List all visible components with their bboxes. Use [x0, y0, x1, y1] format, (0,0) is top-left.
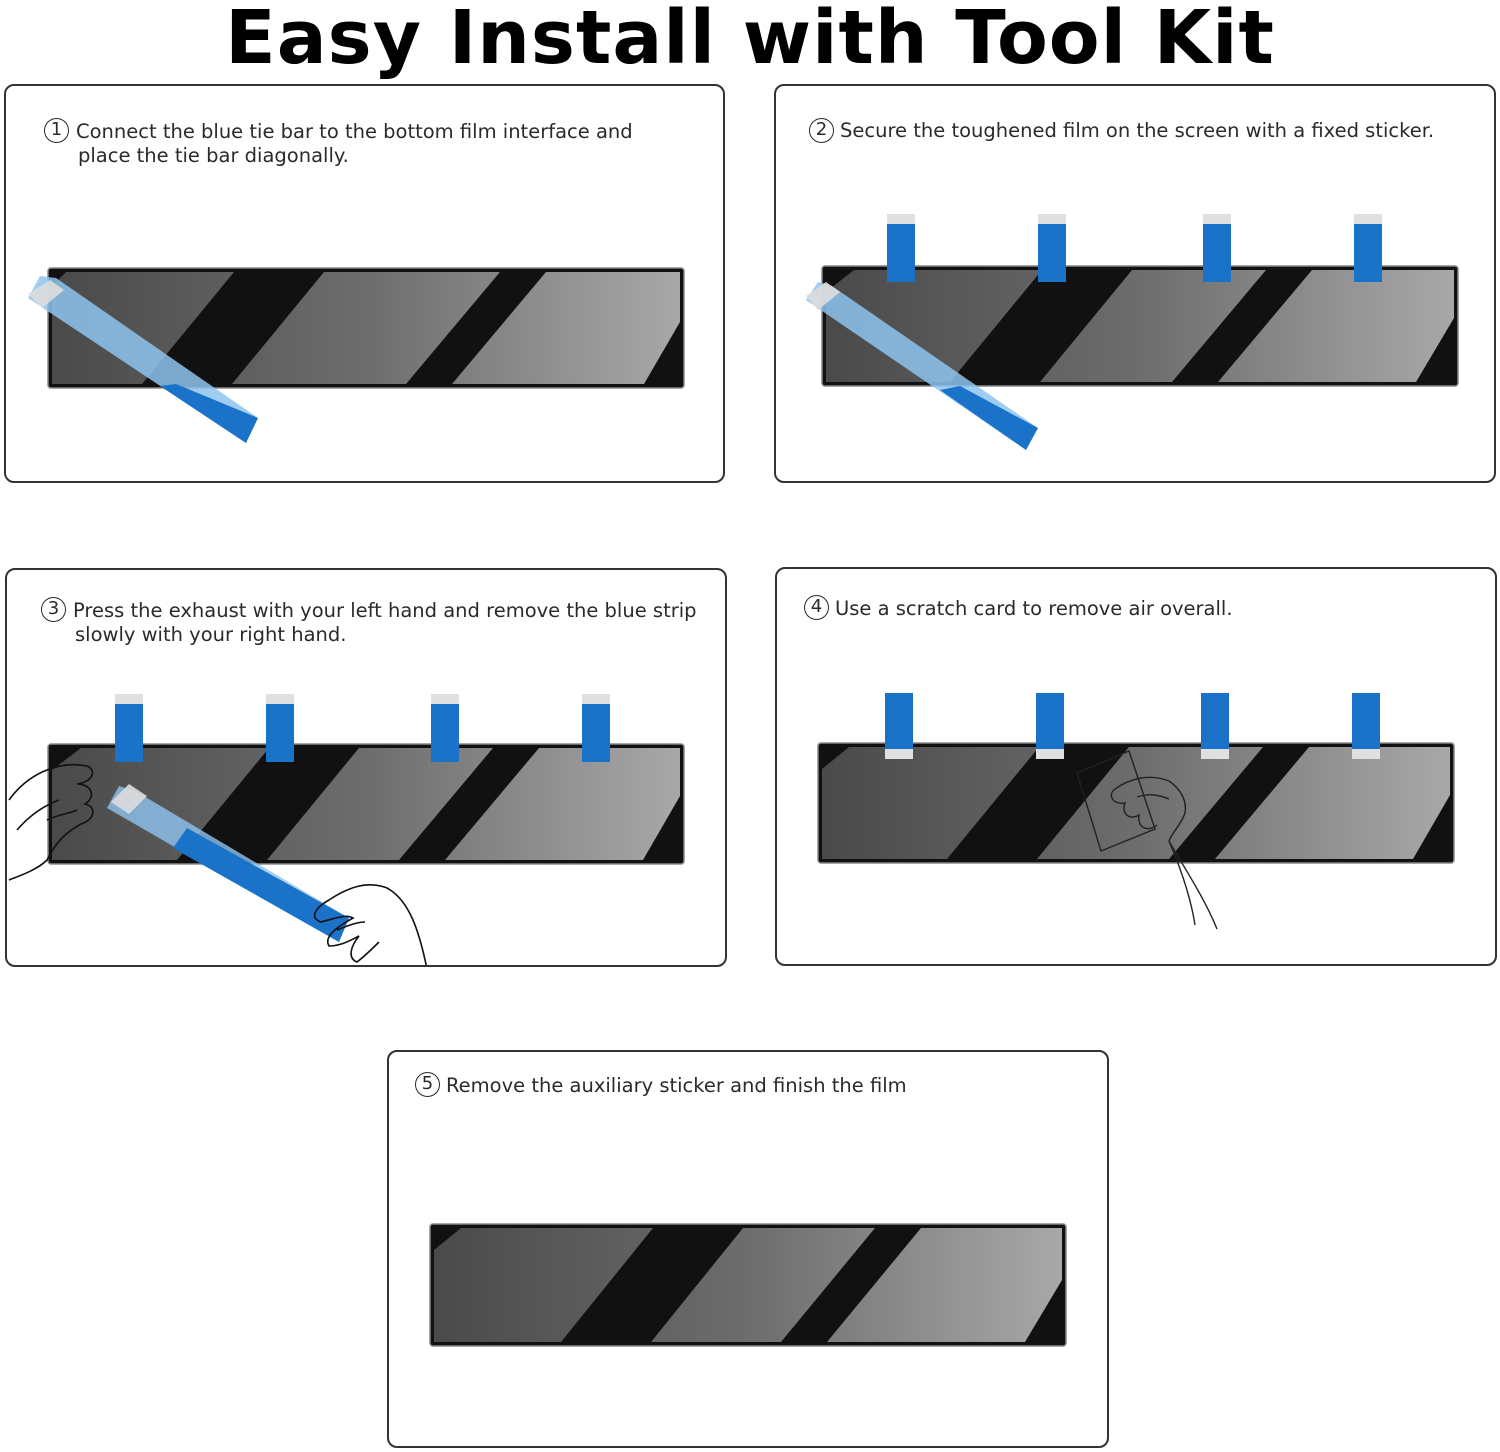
step-2-panel [774, 84, 1496, 483]
step-5-panel [387, 1050, 1109, 1448]
step-3-illustration [7, 570, 727, 967]
step-1-number: 1 [44, 118, 69, 143]
step-5-line-1: Remove the auxiliary sticker and finish the film [446, 1074, 907, 1097]
screen-protector-film [818, 743, 1454, 863]
step-1-line-1: Connect the blue tie bar to the bottom film interface and [76, 120, 633, 143]
step-1-illustration [6, 86, 725, 483]
step-5-number: 5 [415, 1072, 440, 1097]
step-3-number: 3 [41, 597, 66, 622]
step-4-number: 4 [804, 595, 829, 620]
step-3-line-1: Press the exhaust with your left hand and remove the blue strip [73, 599, 697, 622]
step-4-line-1: Use a scratch card to remove air overall. [835, 597, 1233, 620]
screen-protector-film [430, 1224, 1066, 1346]
step-2-illustration [776, 86, 1496, 483]
step-2-line-1: Secure the toughened film on the screen with a fixed sticker. [840, 119, 1435, 142]
step-3-line-2: slowly with your right hand. [75, 623, 347, 646]
step-2-number: 2 [809, 118, 834, 143]
step-4-illustration [777, 569, 1497, 966]
step-1-line-2: place the tie bar diagonally. [78, 144, 349, 167]
step-5-illustration [389, 1052, 1109, 1448]
step-4-panel [775, 567, 1497, 966]
step-3-panel [5, 568, 727, 967]
page-title: Easy Install with Tool Kit [225, 0, 1275, 81]
step-1-panel [4, 84, 725, 483]
